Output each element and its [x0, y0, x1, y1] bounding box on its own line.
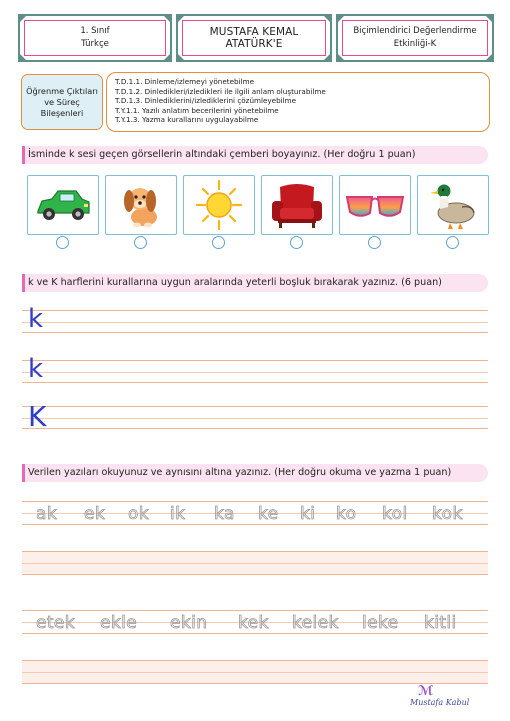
writing-line[interactable] — [22, 406, 488, 429]
dotted-word: ekin — [170, 613, 208, 633]
activity-name: Etkinliği-K — [393, 39, 437, 49]
dotted-word: ki — [300, 504, 316, 524]
sun-icon — [188, 179, 250, 231]
outcomes-list — [106, 72, 490, 132]
armchair-icon — [266, 179, 328, 231]
dotted-word: ok — [128, 504, 150, 524]
outcome-item: T.D.1.2. Dinledikleri/izledikleri ile ilgili anlam oluşturabilme — [115, 86, 326, 96]
dotted-word: ko — [336, 504, 357, 524]
outcome-item: T.Y.1.3. Yazma kurallarını uygulayabilme — [115, 115, 259, 125]
dotted-word: kek — [238, 613, 269, 633]
sunglasses-icon — [344, 179, 406, 231]
answer-circle[interactable] — [212, 236, 225, 249]
writing-line[interactable] — [22, 310, 488, 333]
dotted-word: kok — [432, 504, 463, 524]
writing-line[interactable] — [22, 660, 488, 684]
dotted-word: ak — [36, 504, 58, 524]
sample-letter: K — [28, 400, 47, 433]
outcome-item: T.Y.1.1. Yazılı anlatım becerilerini yönetebilme — [115, 105, 279, 115]
writing-line[interactable] — [22, 551, 488, 575]
answer-circle[interactable] — [56, 236, 69, 249]
dotted-word: ik — [170, 504, 186, 524]
dotted-word: etek — [36, 613, 76, 633]
picture-car — [27, 175, 99, 235]
dotted-word: ke — [258, 504, 279, 524]
writing-line[interactable] — [22, 360, 488, 383]
duck-icon — [422, 179, 484, 231]
instruction-3: Verilen yazıları okuyunuz ve aynısını altına yazınız. (Her doğru okuma ve yazma 1 puan) — [22, 464, 488, 482]
sample-letter: k — [28, 304, 44, 334]
answer-circle[interactable] — [446, 236, 459, 249]
answer-circle[interactable] — [290, 236, 303, 249]
grade-label: 1. Sınıf — [80, 26, 110, 36]
picture-sun — [183, 175, 255, 235]
answer-circle[interactable] — [368, 236, 381, 249]
instruction-1: İsminde k sesi geçen görsellerin altındaki çemberi boyayınız. (Her doğru 1 puan) — [22, 146, 488, 164]
dotted-word: kelek — [292, 613, 339, 633]
header-title-box — [176, 14, 332, 62]
outcomes-label: Öğrenme Çıktıları ve Süreç Bileşenleri — [21, 74, 103, 130]
picture-dog — [105, 175, 177, 235]
dotted-word: kol — [382, 504, 408, 524]
school-name: MUSTAFA KEMAL ATATÜRK'E — [209, 26, 299, 50]
picture-armchair — [261, 175, 333, 235]
picture-duck — [417, 175, 489, 235]
dotted-word: kitli — [424, 613, 457, 633]
picture-sunglasses — [339, 175, 411, 235]
dotted-word: ka — [214, 504, 235, 524]
header-grade-box — [18, 14, 172, 62]
dotted-word: ek — [84, 504, 106, 524]
activity-type: Biçimlendirici Değerlendirme — [353, 26, 477, 36]
dotted-word: leke — [362, 613, 399, 633]
answer-circle[interactable] — [134, 236, 147, 249]
subject-label: Türkçe — [81, 39, 109, 49]
sample-letter: k — [28, 354, 44, 384]
car-icon — [32, 179, 94, 231]
instruction-2: k ve K harflerini kurallarına uygun aralarında yeterli boşluk bırakarak yazınız. (6 puan) — [22, 274, 488, 292]
header-activity-box — [336, 14, 494, 62]
signature: Mustafa Kabul — [410, 698, 470, 707]
dog-icon — [110, 179, 172, 231]
signature-logo: ℳ — [418, 684, 434, 699]
outcome-item: T.D.1.3. Dinlediklerini/izlediklerini çözümleyebilme — [115, 96, 297, 106]
dotted-word: ekle — [100, 613, 138, 633]
outcome-item: T.D.1.1. Dinleme/izlemeyi yönetebilme — [115, 77, 254, 86]
